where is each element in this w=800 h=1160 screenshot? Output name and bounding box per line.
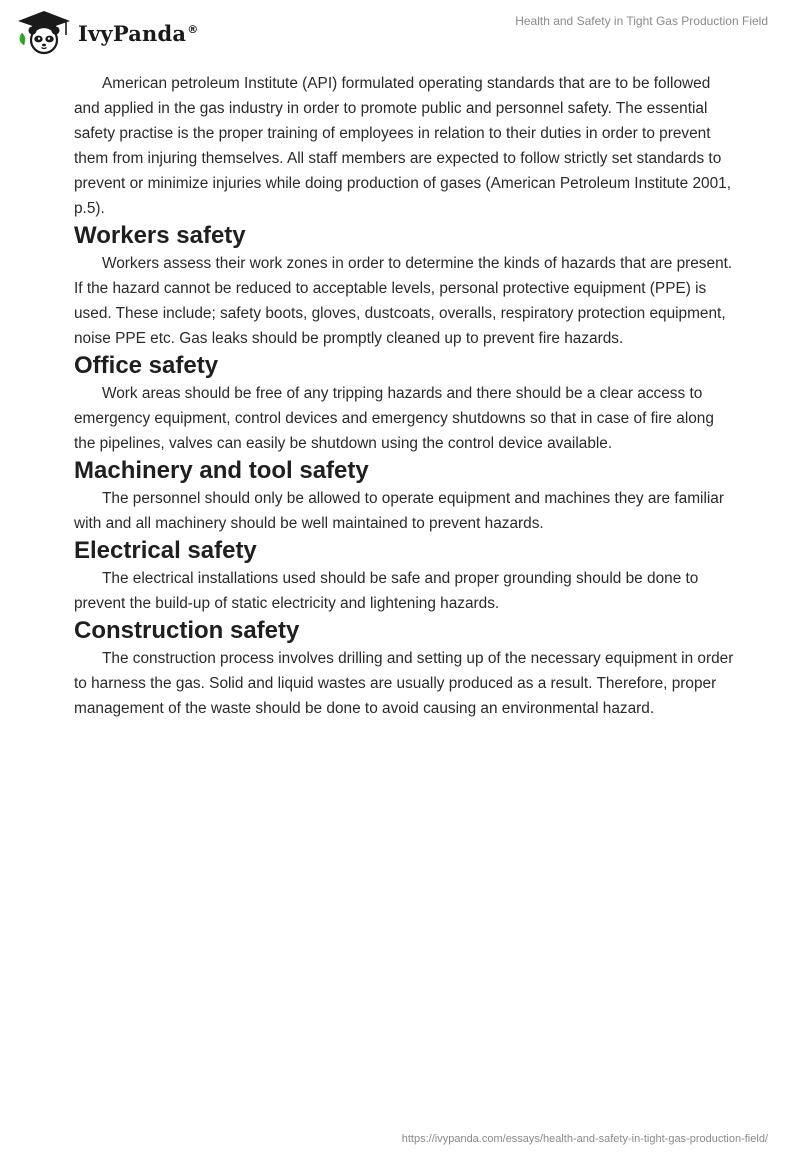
heading-workers-safety: Workers safety — [74, 222, 246, 249]
essay-body — [74, 71, 734, 721]
intro-paragraph: American petroleum Institute (API) formulated operating standards that are to be followed and applied in the gas industry in order to promote public and personnel safety. The essential safety practise is the proper training of employees in relation to their duties in order to prevent them from injuring themselves. All staff members are expected to follow strictly set standards to prevent or minimize injuries while doing production of gases (American Petroleum Institute 2001, p.5). — [74, 75, 731, 217]
paragraph-workers-safety: Workers assess their work zones in order to determine the kinds of hazards that are present. If the hazard cannot be reduced to acceptable levels, personal protective equipment (PPE) is used. These include; safety boots, gloves, dustcoats, overalls, respiratory protection equipment, noise PPE etc. Gas leaks should be promptly cleaned up to prevent fire hazards. — [74, 255, 733, 347]
panda-graduate-icon — [16, 9, 72, 55]
heading-machinery-tool-safety: Machinery and tool safety — [74, 457, 369, 484]
paragraph-electrical-safety: The electrical installations used should be safe and proper grounding should be done to prevent the build-up of static electricity and lightening hazards. — [74, 570, 699, 612]
paragraph-construction-safety: The construction process involves drilling and setting up of the necessary equipment in order to harness the gas. Solid and liquid wastes are usually produced as a result. Therefore, proper management of the waste should be done to avoid causing an environmental hazard. — [74, 650, 734, 717]
brand-name: IvyPanda® — [78, 20, 199, 46]
heading-construction-safety: Construction safety — [74, 617, 300, 644]
document-title: Health and Safety in Tight Gas Production Field — [515, 14, 768, 28]
paragraph-machinery-tool-safety: The personnel should only be allowed to operate equipment and machines they are familiar with and all machinery should be well maintained to prevent hazards. — [74, 490, 724, 532]
page-header — [0, 0, 800, 60]
heading-electrical-safety: Electrical safety — [74, 537, 257, 564]
source-url[interactable]: https://ivypanda.com/essays/health-and-safety-in-tight-gas-production-field/ — [401, 1133, 768, 1145]
heading-office-safety: Office safety — [74, 352, 219, 379]
ivypanda-logo[interactable] — [16, 9, 198, 55]
registered-mark: ® — [187, 22, 199, 36]
paragraph-office-safety: Work areas should be free of any tripping hazards and there should be a clear access to emergency equipment, control devices and emergency shutdowns so that in case of fire along the pipelines, valves can easily be shutdown using the control device available. — [74, 385, 714, 452]
